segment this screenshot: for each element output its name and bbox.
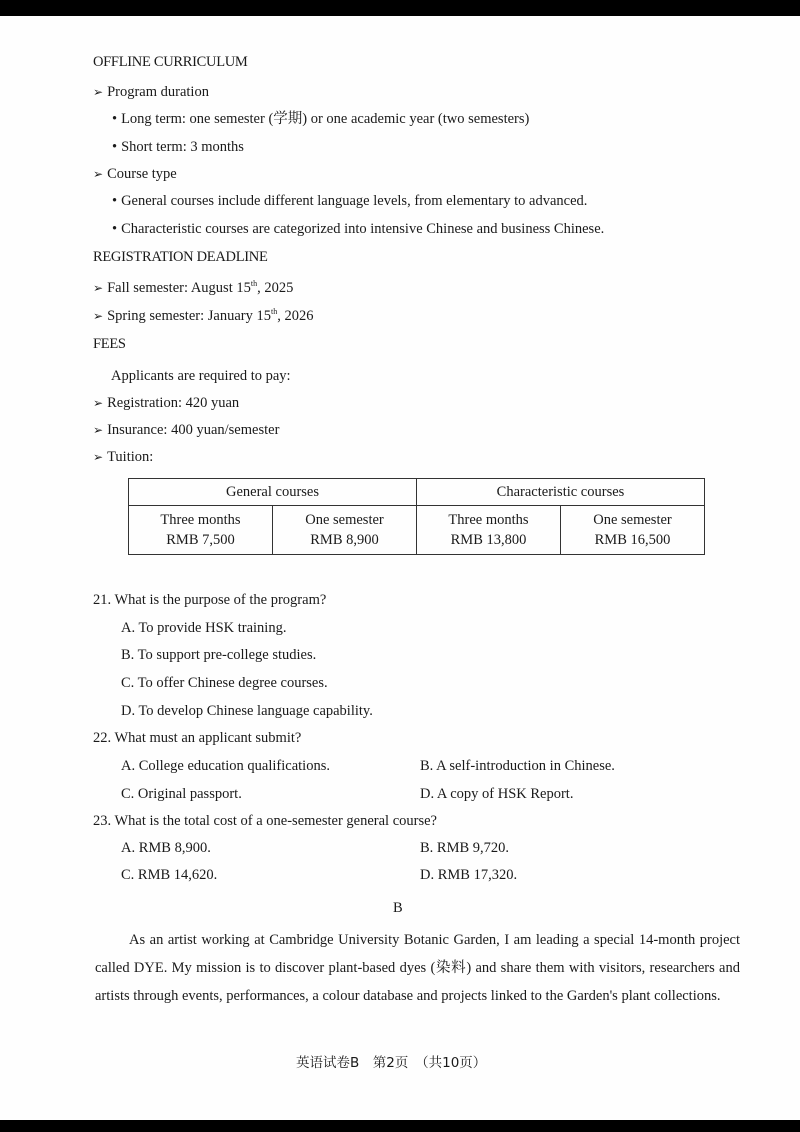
arrow-bullet-icon: ➢ xyxy=(93,85,104,99)
course-type-general: • General courses include different language levels, from elementary to advanced. xyxy=(112,193,588,209)
dot-bullet-icon: • xyxy=(112,193,118,209)
question-21-option-a: A. To provide HSK training. xyxy=(121,620,287,636)
fees-intro: Applicants are required to pay: xyxy=(111,368,291,384)
section-heading-fees: FEES xyxy=(93,336,126,352)
arrow-bullet-icon: ➢ xyxy=(93,423,104,437)
question-23-option-b: B. RMB 9,720. xyxy=(420,840,510,856)
deadline-spring: ➢ Spring semester: January 15th, 2026 xyxy=(93,307,314,324)
question-22-option-a: A. College education qualifications. xyxy=(121,758,330,774)
table-header-general: General courses xyxy=(129,479,417,506)
dot-bullet-icon: • xyxy=(112,139,118,155)
question-22-option-d: D. A copy of HSK Report. xyxy=(420,786,574,802)
question-22-stem: 22. What must an applicant submit? xyxy=(93,730,302,746)
arrow-bullet-icon: ➢ xyxy=(93,309,104,323)
duration-long-term: • Long term: one semester (学期) or one academic year (two semesters) xyxy=(112,111,530,127)
question-22-option-c: C. Original passport. xyxy=(121,786,242,802)
fee-tuition: ➢ Tuition: xyxy=(93,449,154,465)
section-heading-curriculum: OFFLINE CURRICULUM xyxy=(93,54,248,70)
dot-bullet-icon: • xyxy=(112,221,118,237)
table-cell: Three months RMB 13,800 xyxy=(417,506,561,555)
table-cell: Three months RMB 7,500 xyxy=(129,506,273,555)
question-21-option-b: B. To support pre-college studies. xyxy=(121,647,317,663)
exam-page xyxy=(0,16,800,1120)
section-b-paragraph: As an artist working at Cambridge University Botanic Garden, I am leading a special 14-month project called DYE. My mission is to discover plant-based dyes (染料) and share them with visitors, researchers and artists through events, performances, a colour database and projects linked to the Garden's plant collections. xyxy=(95,932,740,1004)
question-22-option-b: B. A self-introduction in Chinese. xyxy=(420,758,615,774)
question-23-option-a: A. RMB 8,900. xyxy=(121,840,211,856)
course-type-item: ➢ Course type xyxy=(93,166,177,182)
course-type-characteristic: • Characteristic courses are categorized into intensive Chinese and business Chinese. xyxy=(112,221,605,237)
arrow-bullet-icon: ➢ xyxy=(93,167,104,181)
tuition-table xyxy=(128,478,705,555)
duration-short-term: • Short term: 3 months xyxy=(112,139,244,155)
table-cell: One semester RMB 16,500 xyxy=(561,506,705,555)
fee-registration: ➢ Registration: 420 yuan xyxy=(93,395,240,411)
fee-insurance: ➢ Insurance: 400 yuan/semester xyxy=(93,422,280,438)
question-23-stem: 23. What is the total cost of a one-semester general course? xyxy=(93,813,437,829)
arrow-bullet-icon: ➢ xyxy=(93,450,104,464)
arrow-bullet-icon: ➢ xyxy=(93,281,104,295)
section-heading-deadline: REGISTRATION DEADLINE xyxy=(93,249,268,265)
page-footer: 英语试卷B 第2页 （共10页） xyxy=(296,1055,487,1071)
dot-bullet-icon: • xyxy=(112,111,118,127)
section-b-label: B xyxy=(393,900,403,916)
question-23-option-c: C. RMB 14,620. xyxy=(121,867,218,883)
deadline-fall: ➢ Fall semester: August 15th, 2025 xyxy=(93,279,294,296)
question-21-option-d: D. To develop Chinese language capability. xyxy=(121,703,373,719)
table-header-characteristic: Characteristic courses xyxy=(417,479,705,506)
arrow-bullet-icon: ➢ xyxy=(93,396,104,410)
question-23-option-d: D. RMB 17,320. xyxy=(420,867,518,883)
program-duration-item: ➢ Program duration xyxy=(93,84,209,100)
table-cell: One semester RMB 8,900 xyxy=(273,506,417,555)
question-21-stem: 21. What is the purpose of the program? xyxy=(93,592,327,608)
question-21-option-c: C. To offer Chinese degree courses. xyxy=(121,675,328,691)
